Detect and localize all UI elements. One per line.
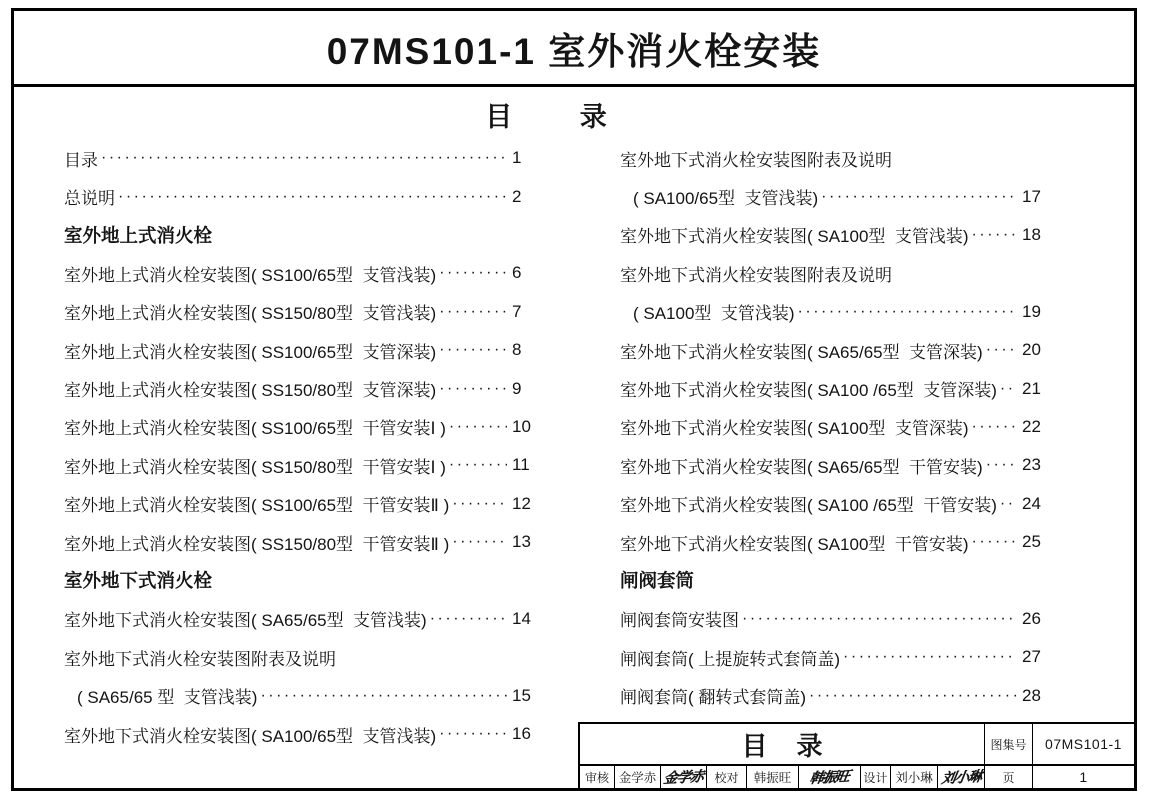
toc-entry-text: 室外地下式消火栓安装图( SA100 /65型 干管安装) — [620, 496, 997, 516]
toc-entry — [64, 408, 542, 446]
toc-entry-text: 室外地下式消火栓安装图( SA65/65型 支管深装) — [620, 342, 983, 362]
toc-entry-text: 室外地下式消火栓安装图附表及说明 — [64, 649, 336, 669]
toc-page-number: 8 — [512, 340, 522, 360]
toc-entry-text: 闸阀套筒( 翻转式套筒盖) — [620, 688, 807, 708]
dot-leader — [439, 380, 507, 398]
dot-leader — [809, 687, 1017, 705]
dot-leader — [118, 188, 507, 206]
toc-entry-text: 室外地下式消火栓安装图附表及说明 — [620, 265, 892, 285]
dot-leader — [972, 418, 1017, 436]
title-block-sheet-title: 目 录 — [741, 730, 823, 761]
toc-entry — [64, 523, 542, 561]
toc-page-number: 15 — [512, 685, 531, 705]
dot-leader — [449, 418, 507, 436]
toc-entry-text: 室外地下式消火栓安装图( SA100型 干管安装) — [620, 534, 969, 554]
toc-entry — [620, 523, 1052, 561]
toc-page-number: 7 — [512, 301, 522, 321]
dot-leader — [439, 264, 507, 282]
page-frame — [11, 8, 1137, 791]
dot-leader — [986, 456, 1017, 474]
dot-leader — [439, 303, 507, 321]
toc-entry — [64, 177, 542, 215]
page-number-label: 页 — [984, 766, 1032, 788]
toc-column-right — [620, 139, 1052, 715]
toc-entry-text: ( SA100型 支管浅装) — [633, 304, 795, 324]
dot-leader — [986, 341, 1017, 359]
dot-leader — [843, 648, 1017, 666]
designer-label: 设计 — [860, 766, 890, 788]
toc-entry-text: 室外地下式消火栓安装图( SA65/65型 干管安装) — [620, 457, 983, 477]
toc-page-number: 9 — [512, 378, 522, 398]
toc-entry — [64, 446, 542, 484]
toc-page-number: 12 — [512, 493, 531, 513]
dot-leader — [972, 226, 1017, 244]
toc-page-number: 13 — [512, 532, 531, 552]
toc-entry-text: 总说明 — [64, 189, 115, 209]
toc-page-number: 28 — [1022, 685, 1041, 705]
toc-page-number: 22 — [1022, 416, 1041, 436]
toc-entry — [620, 676, 1052, 714]
toc-column-left — [64, 139, 542, 753]
toc-entry-text: 室外地下式消火栓安装图附表及说明 — [620, 150, 892, 170]
toc-entry — [620, 638, 1052, 676]
toc-section-heading — [64, 216, 542, 254]
toc-entry-text: 室外地下式消火栓安装图( SA65/65型 支管浅装) — [64, 611, 427, 631]
toc-entry — [64, 331, 542, 369]
designer-name: 刘小琳 — [890, 766, 937, 788]
toc-entry — [64, 254, 542, 292]
toc-page-number: 23 — [1022, 455, 1041, 475]
document-title: 07MS101-1 室外消火栓安装 — [326, 30, 822, 72]
title-block-top-row — [580, 724, 1134, 766]
dot-leader — [1000, 380, 1017, 398]
toc-entry-text: 目录 — [64, 150, 98, 170]
dot-leader — [972, 533, 1017, 551]
toc-entry — [620, 369, 1052, 407]
toc-page-number: 26 — [1022, 608, 1041, 628]
toc-entry-text: 室外地上式消火栓安装图( SS100/65型 干管安装Ⅱ ) — [64, 496, 450, 516]
toc-entry — [620, 177, 1052, 215]
toc-entry-text: 室外地下式消火栓安装图( SA100型 支管浅装) — [620, 227, 969, 247]
toc-entry — [64, 600, 542, 638]
toc-page-number: 21 — [1022, 378, 1041, 398]
toc-page-number: 16 — [512, 724, 531, 744]
toc-page-number: 11 — [512, 455, 530, 475]
atlas-number-value: 07MS101-1 — [1032, 724, 1134, 764]
toc-entry-text: 室外地上式消火栓安装图( SS150/80型 支管深装) — [64, 381, 437, 401]
toc-page-number: 14 — [512, 608, 531, 628]
toc-entry-text: 室外地上式消火栓安装图( SS100/65型 支管深装) — [64, 342, 437, 362]
toc-entry — [64, 715, 542, 753]
toc-entry — [620, 216, 1052, 254]
dot-leader — [439, 341, 507, 359]
dot-leader — [742, 610, 1017, 628]
reviewer-label: 审核 — [584, 770, 609, 785]
toc-entry — [64, 485, 542, 523]
atlas-number-label: 图集号 — [984, 724, 1032, 764]
toc-page-number: 2 — [512, 186, 522, 206]
checker-signature: 韩振旺 — [798, 766, 860, 788]
toc-heading: 目 录 — [485, 102, 607, 132]
page-number-value: 1 — [1032, 766, 1134, 788]
toc-entry-text: ( SA65/65 型 支管浅装) — [77, 688, 258, 708]
document-header — [14, 11, 1134, 87]
toc-section-heading — [64, 561, 542, 599]
reviewer-name: 金学赤 — [614, 766, 660, 788]
toc-page-number: 25 — [1022, 532, 1041, 552]
toc-page-number: 27 — [1022, 647, 1041, 667]
reviewer-signature: 金学赤 — [660, 766, 706, 788]
toc-entry — [64, 638, 542, 676]
toc-entry — [620, 293, 1052, 331]
toc-entry — [64, 293, 542, 331]
toc-page-number: 19 — [1022, 301, 1041, 321]
toc-page-number: 6 — [512, 263, 522, 283]
toc-entry-text: 室外地下式消火栓安装图( SA100型 支管深装) — [620, 419, 969, 439]
toc-entry-text: 室外地下式消火栓安装图( SA100/65型 支管浅装) — [64, 726, 437, 746]
toc-entry-text: 室外地上式消火栓 — [64, 224, 213, 246]
title-block — [578, 722, 1134, 788]
dot-leader — [452, 495, 507, 513]
toc-entry — [64, 369, 542, 407]
dot-leader — [101, 149, 507, 167]
dot-leader — [439, 725, 507, 743]
toc-page-number: 24 — [1022, 493, 1041, 513]
toc-page-number: 1 — [512, 148, 522, 168]
toc-entry — [64, 676, 542, 714]
dot-leader — [452, 533, 507, 551]
toc-entry-text: 室外地上式消火栓安装图( SS150/80型 干管安装Ⅰ ) — [64, 457, 446, 477]
toc-entry-text: 室外地下式消火栓安装图( SA100 /65型 支管深装) — [620, 381, 997, 401]
toc-entry-text: 室外地下式消火栓 — [64, 570, 213, 592]
toc-page-number: 17 — [1022, 186, 1041, 206]
dot-leader — [449, 456, 507, 474]
toc-entry — [620, 408, 1052, 446]
toc-entry-text: 闸阀套筒安装图 — [620, 611, 739, 631]
toc-page-number: 18 — [1022, 224, 1041, 244]
toc-entry — [620, 331, 1052, 369]
toc-entry — [620, 254, 1052, 292]
toc-page-number: 20 — [1022, 340, 1041, 360]
title-block-bottom-row — [580, 766, 1134, 788]
toc-entry-text: 闸阀套筒( 上提旋转式套筒盖) — [620, 649, 841, 669]
designer-signature: 刘小琳 — [937, 766, 984, 788]
dot-leader — [430, 610, 507, 628]
dot-leader — [821, 188, 1017, 206]
dot-leader — [798, 303, 1017, 321]
toc-entry — [620, 485, 1052, 523]
toc-entry-text: 闸阀套筒 — [620, 570, 695, 592]
toc-entry — [620, 139, 1052, 177]
checker-label: 校对 — [706, 766, 746, 788]
toc-entry-text: 室外地上式消火栓安装图( SS150/80型 干管安装Ⅱ ) — [64, 534, 450, 554]
toc-entry-text: 室外地上式消火栓安装图( SS150/80型 支管浅装) — [64, 304, 437, 324]
toc-page-number: 10 — [512, 416, 531, 436]
toc-section-heading — [620, 561, 1052, 599]
toc-entry — [64, 139, 542, 177]
dot-leader — [1000, 495, 1017, 513]
toc-entry-text: ( SA100/65型 支管浅装) — [633, 189, 819, 209]
toc-entry — [620, 446, 1052, 484]
dot-leader — [260, 687, 507, 705]
toc-entry — [620, 600, 1052, 638]
checker-name: 韩振旺 — [746, 766, 798, 788]
toc-entry-text: 室外地上式消火栓安装图( SS100/65型 干管安装Ⅰ ) — [64, 419, 446, 439]
toc-entry-text: 室外地上式消火栓安装图( SS100/65型 支管浅装) — [64, 265, 437, 285]
